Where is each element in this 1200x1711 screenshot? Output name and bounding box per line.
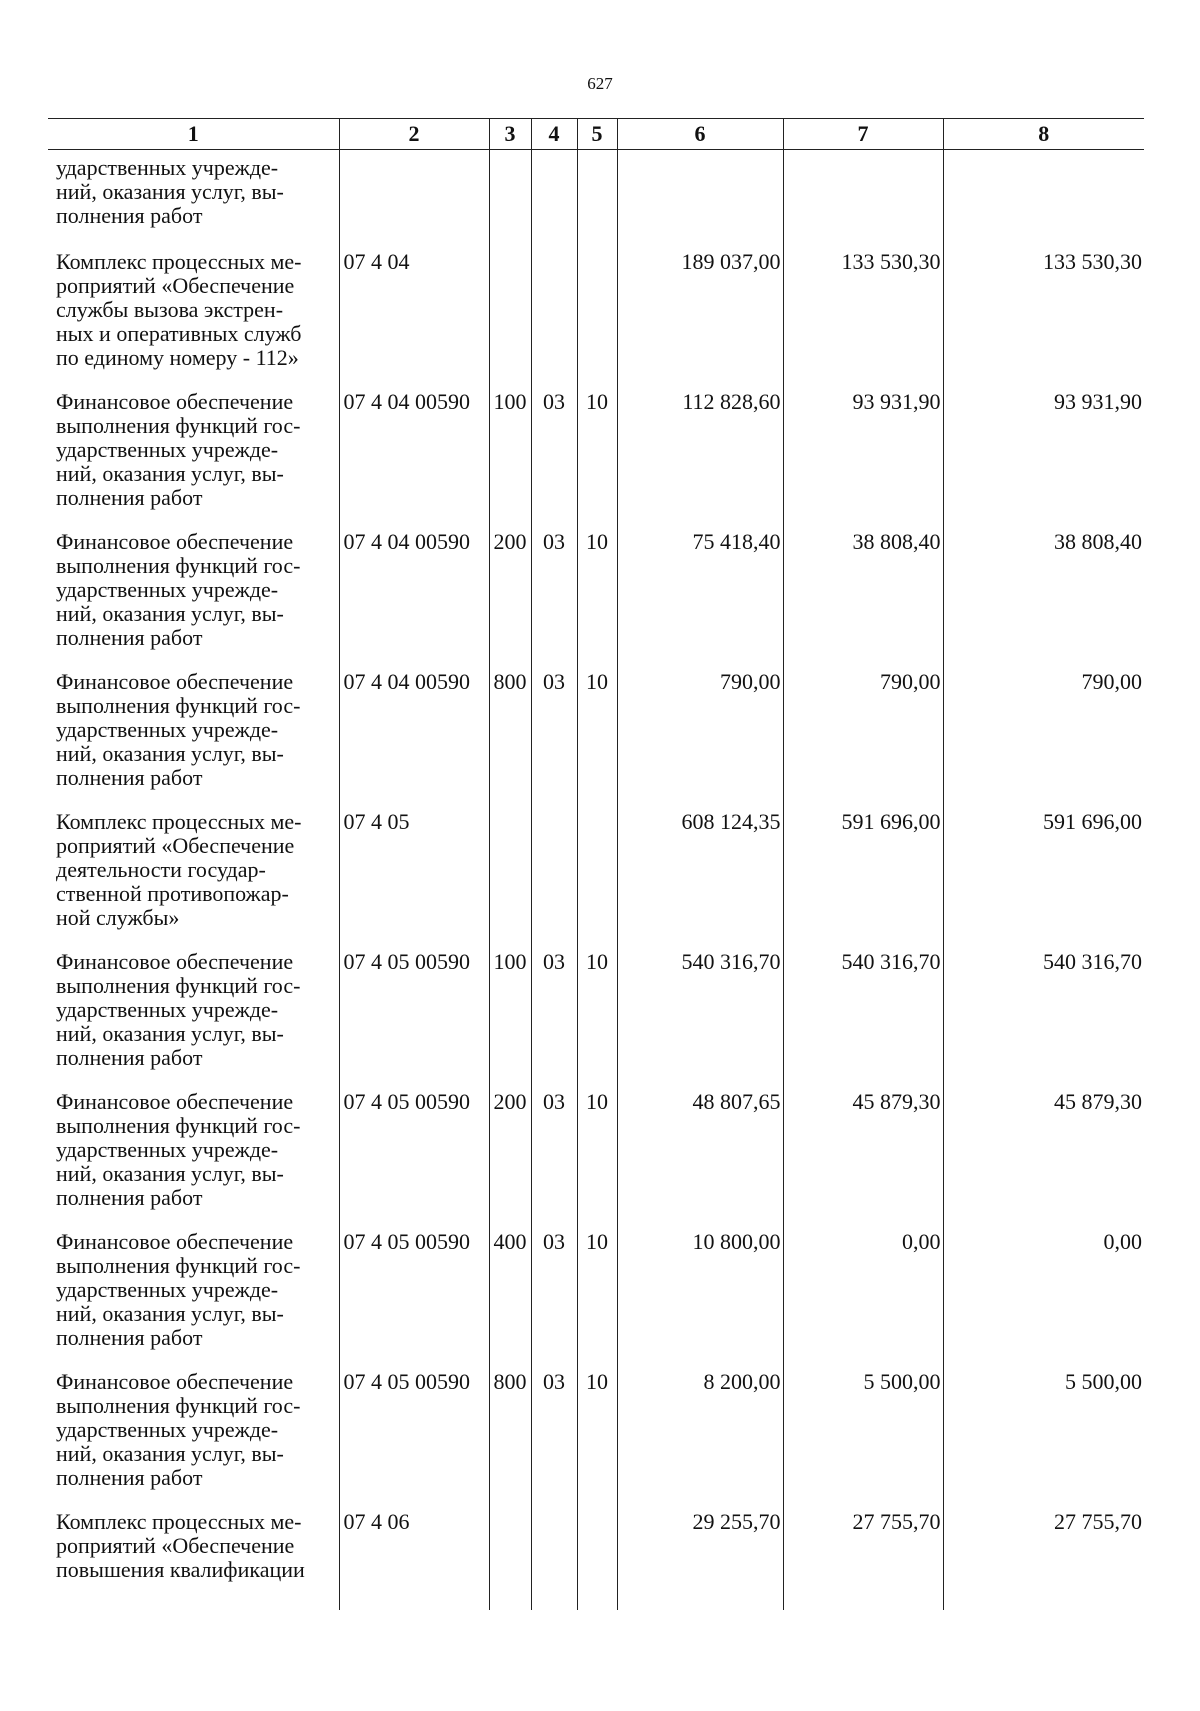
row-col4 [531, 802, 577, 942]
row-col3 [489, 242, 531, 382]
row-name: Финансовое обеспечение выполнения функций гос- ударственных учрежде- ний, оказания услуг, вы- полнения работ [56, 529, 301, 650]
row-col3: 100 [489, 942, 531, 1082]
row-amount-6 [617, 150, 783, 243]
row-code: 07 4 06 [339, 1502, 489, 1610]
row-name: Комплекс процессных ме- роприятий «Обеспечение службы вызова экстрен- ных и оперативных служб по единому номеру - 112» [56, 249, 302, 370]
row-col4: 03 [531, 1082, 577, 1222]
table-row [48, 942, 1144, 1082]
row-col4: 03 [531, 662, 577, 802]
row-col3: 400 [489, 1222, 531, 1362]
page-number: 627 [587, 74, 613, 93]
table-row [48, 1082, 1144, 1222]
header-col-4: 4 [531, 119, 577, 150]
row-col3: 100 [489, 382, 531, 522]
row-col5: 10 [577, 522, 617, 662]
row-name: Комплекс процессных ме- роприятий «Обеспечение деятельности государ- ственной противопожар- ной службы» [56, 809, 302, 930]
row-code: 07 4 05 00590 [339, 1082, 489, 1222]
row-col5: 10 [577, 662, 617, 802]
row-col5 [577, 1502, 617, 1610]
row-amount-7: 45 879,30 [783, 1082, 943, 1222]
row-col3: 200 [489, 522, 531, 662]
row-code: 07 4 04 [339, 242, 489, 382]
row-amount-8: 0,00 [943, 1222, 1144, 1362]
table-row [48, 1362, 1144, 1502]
table-header [48, 119, 1144, 150]
row-amount-7: 790,00 [783, 662, 943, 802]
row-amount-6: 790,00 [617, 662, 783, 802]
header-col-5: 5 [577, 119, 617, 150]
row-code: 07 4 04 00590 [339, 382, 489, 522]
row-code [339, 150, 489, 243]
row-name: Комплекс процессных ме- роприятий «Обеспечение повышения квалификации [56, 1509, 305, 1582]
row-amount-6: 608 124,35 [617, 802, 783, 942]
row-amount-7: 540 316,70 [783, 942, 943, 1082]
row-col4 [531, 1502, 577, 1610]
row-amount-6: 48 807,65 [617, 1082, 783, 1222]
row-amount-7: 93 931,90 [783, 382, 943, 522]
budget-table [48, 118, 1144, 1610]
row-col5: 10 [577, 942, 617, 1082]
header-col-6: 6 [617, 119, 783, 150]
table-row [48, 662, 1144, 802]
row-col5: 10 [577, 382, 617, 522]
row-code: 07 4 05 00590 [339, 1362, 489, 1502]
row-col5: 10 [577, 1362, 617, 1502]
row-name: Финансовое обеспечение выполнения функций гос- ударственных учрежде- ний, оказания услуг, вы- полнения работ [56, 949, 301, 1070]
row-name: Финансовое обеспечение выполнения функций гос- ударственных учрежде- ний, оказания услуг, вы- полнения работ [56, 1229, 301, 1350]
header-col-1: 1 [48, 119, 339, 150]
row-amount-6: 112 828,60 [617, 382, 783, 522]
row-col4: 03 [531, 522, 577, 662]
row-col5: 10 [577, 1082, 617, 1222]
row-name: ударственных учрежде- ний, оказания услуг, вы- полнения работ [56, 155, 284, 228]
row-amount-8: 27 755,70 [943, 1502, 1144, 1610]
row-col4 [531, 242, 577, 382]
row-amount-8: 591 696,00 [943, 802, 1144, 942]
table-body [48, 150, 1144, 1611]
row-col5 [577, 802, 617, 942]
table-row [48, 382, 1144, 522]
row-name: Финансовое обеспечение выполнения функций гос- ударственных учрежде- ний, оказания услуг, вы- полнения работ [56, 389, 301, 510]
table-row [48, 150, 1144, 243]
row-amount-8: 38 808,40 [943, 522, 1144, 662]
table-row [48, 242, 1144, 382]
row-amount-6: 75 418,40 [617, 522, 783, 662]
row-amount-8: 540 316,70 [943, 942, 1144, 1082]
row-amount-7: 5 500,00 [783, 1362, 943, 1502]
row-col3 [489, 150, 531, 243]
row-amount-6: 8 200,00 [617, 1362, 783, 1502]
header-row [48, 119, 1144, 150]
row-amount-8: 5 500,00 [943, 1362, 1144, 1502]
row-code: 07 4 04 00590 [339, 522, 489, 662]
row-col5 [577, 150, 617, 243]
table-row [48, 522, 1144, 662]
row-amount-6: 29 255,70 [617, 1502, 783, 1610]
row-amount-7 [783, 150, 943, 243]
row-code: 07 4 05 00590 [339, 942, 489, 1082]
header-col-3: 3 [489, 119, 531, 150]
row-col3 [489, 1502, 531, 1610]
row-col4: 03 [531, 942, 577, 1082]
row-name: Финансовое обеспечение выполнения функций гос- ударственных учрежде- ний, оказания услуг, вы- полнения работ [56, 1369, 301, 1490]
table-row [48, 1502, 1144, 1610]
row-amount-6: 10 800,00 [617, 1222, 783, 1362]
row-amount-8 [943, 150, 1144, 243]
row-col5: 10 [577, 1222, 617, 1362]
row-col3 [489, 802, 531, 942]
header-col-7: 7 [783, 119, 943, 150]
row-amount-7: 27 755,70 [783, 1502, 943, 1610]
row-col3: 800 [489, 1362, 531, 1502]
row-col5 [577, 242, 617, 382]
row-amount-7: 133 530,30 [783, 242, 943, 382]
row-amount-7: 38 808,40 [783, 522, 943, 662]
row-amount-6: 189 037,00 [617, 242, 783, 382]
row-col3: 800 [489, 662, 531, 802]
row-amount-8: 790,00 [943, 662, 1144, 802]
row-code: 07 4 04 00590 [339, 662, 489, 802]
row-col3: 200 [489, 1082, 531, 1222]
table-row [48, 1222, 1144, 1362]
row-col4: 03 [531, 1362, 577, 1502]
row-code: 07 4 05 00590 [339, 1222, 489, 1362]
row-amount-7: 0,00 [783, 1222, 943, 1362]
row-amount-8: 133 530,30 [943, 242, 1144, 382]
row-col4: 03 [531, 1222, 577, 1362]
row-col4: 03 [531, 382, 577, 522]
row-col4 [531, 150, 577, 243]
table-row [48, 802, 1144, 942]
row-amount-8: 45 879,30 [943, 1082, 1144, 1222]
row-name: Финансовое обеспечение выполнения функций гос- ударственных учрежде- ний, оказания услуг, вы- полнения работ [56, 669, 301, 790]
header-col-8: 8 [943, 119, 1144, 150]
row-amount-7: 591 696,00 [783, 802, 943, 942]
row-name: Финансовое обеспечение выполнения функций гос- ударственных учрежде- ний, оказания услуг, вы- полнения работ [56, 1089, 301, 1210]
header-col-2: 2 [339, 119, 489, 150]
row-amount-8: 93 931,90 [943, 382, 1144, 522]
row-amount-6: 540 316,70 [617, 942, 783, 1082]
row-code: 07 4 05 [339, 802, 489, 942]
